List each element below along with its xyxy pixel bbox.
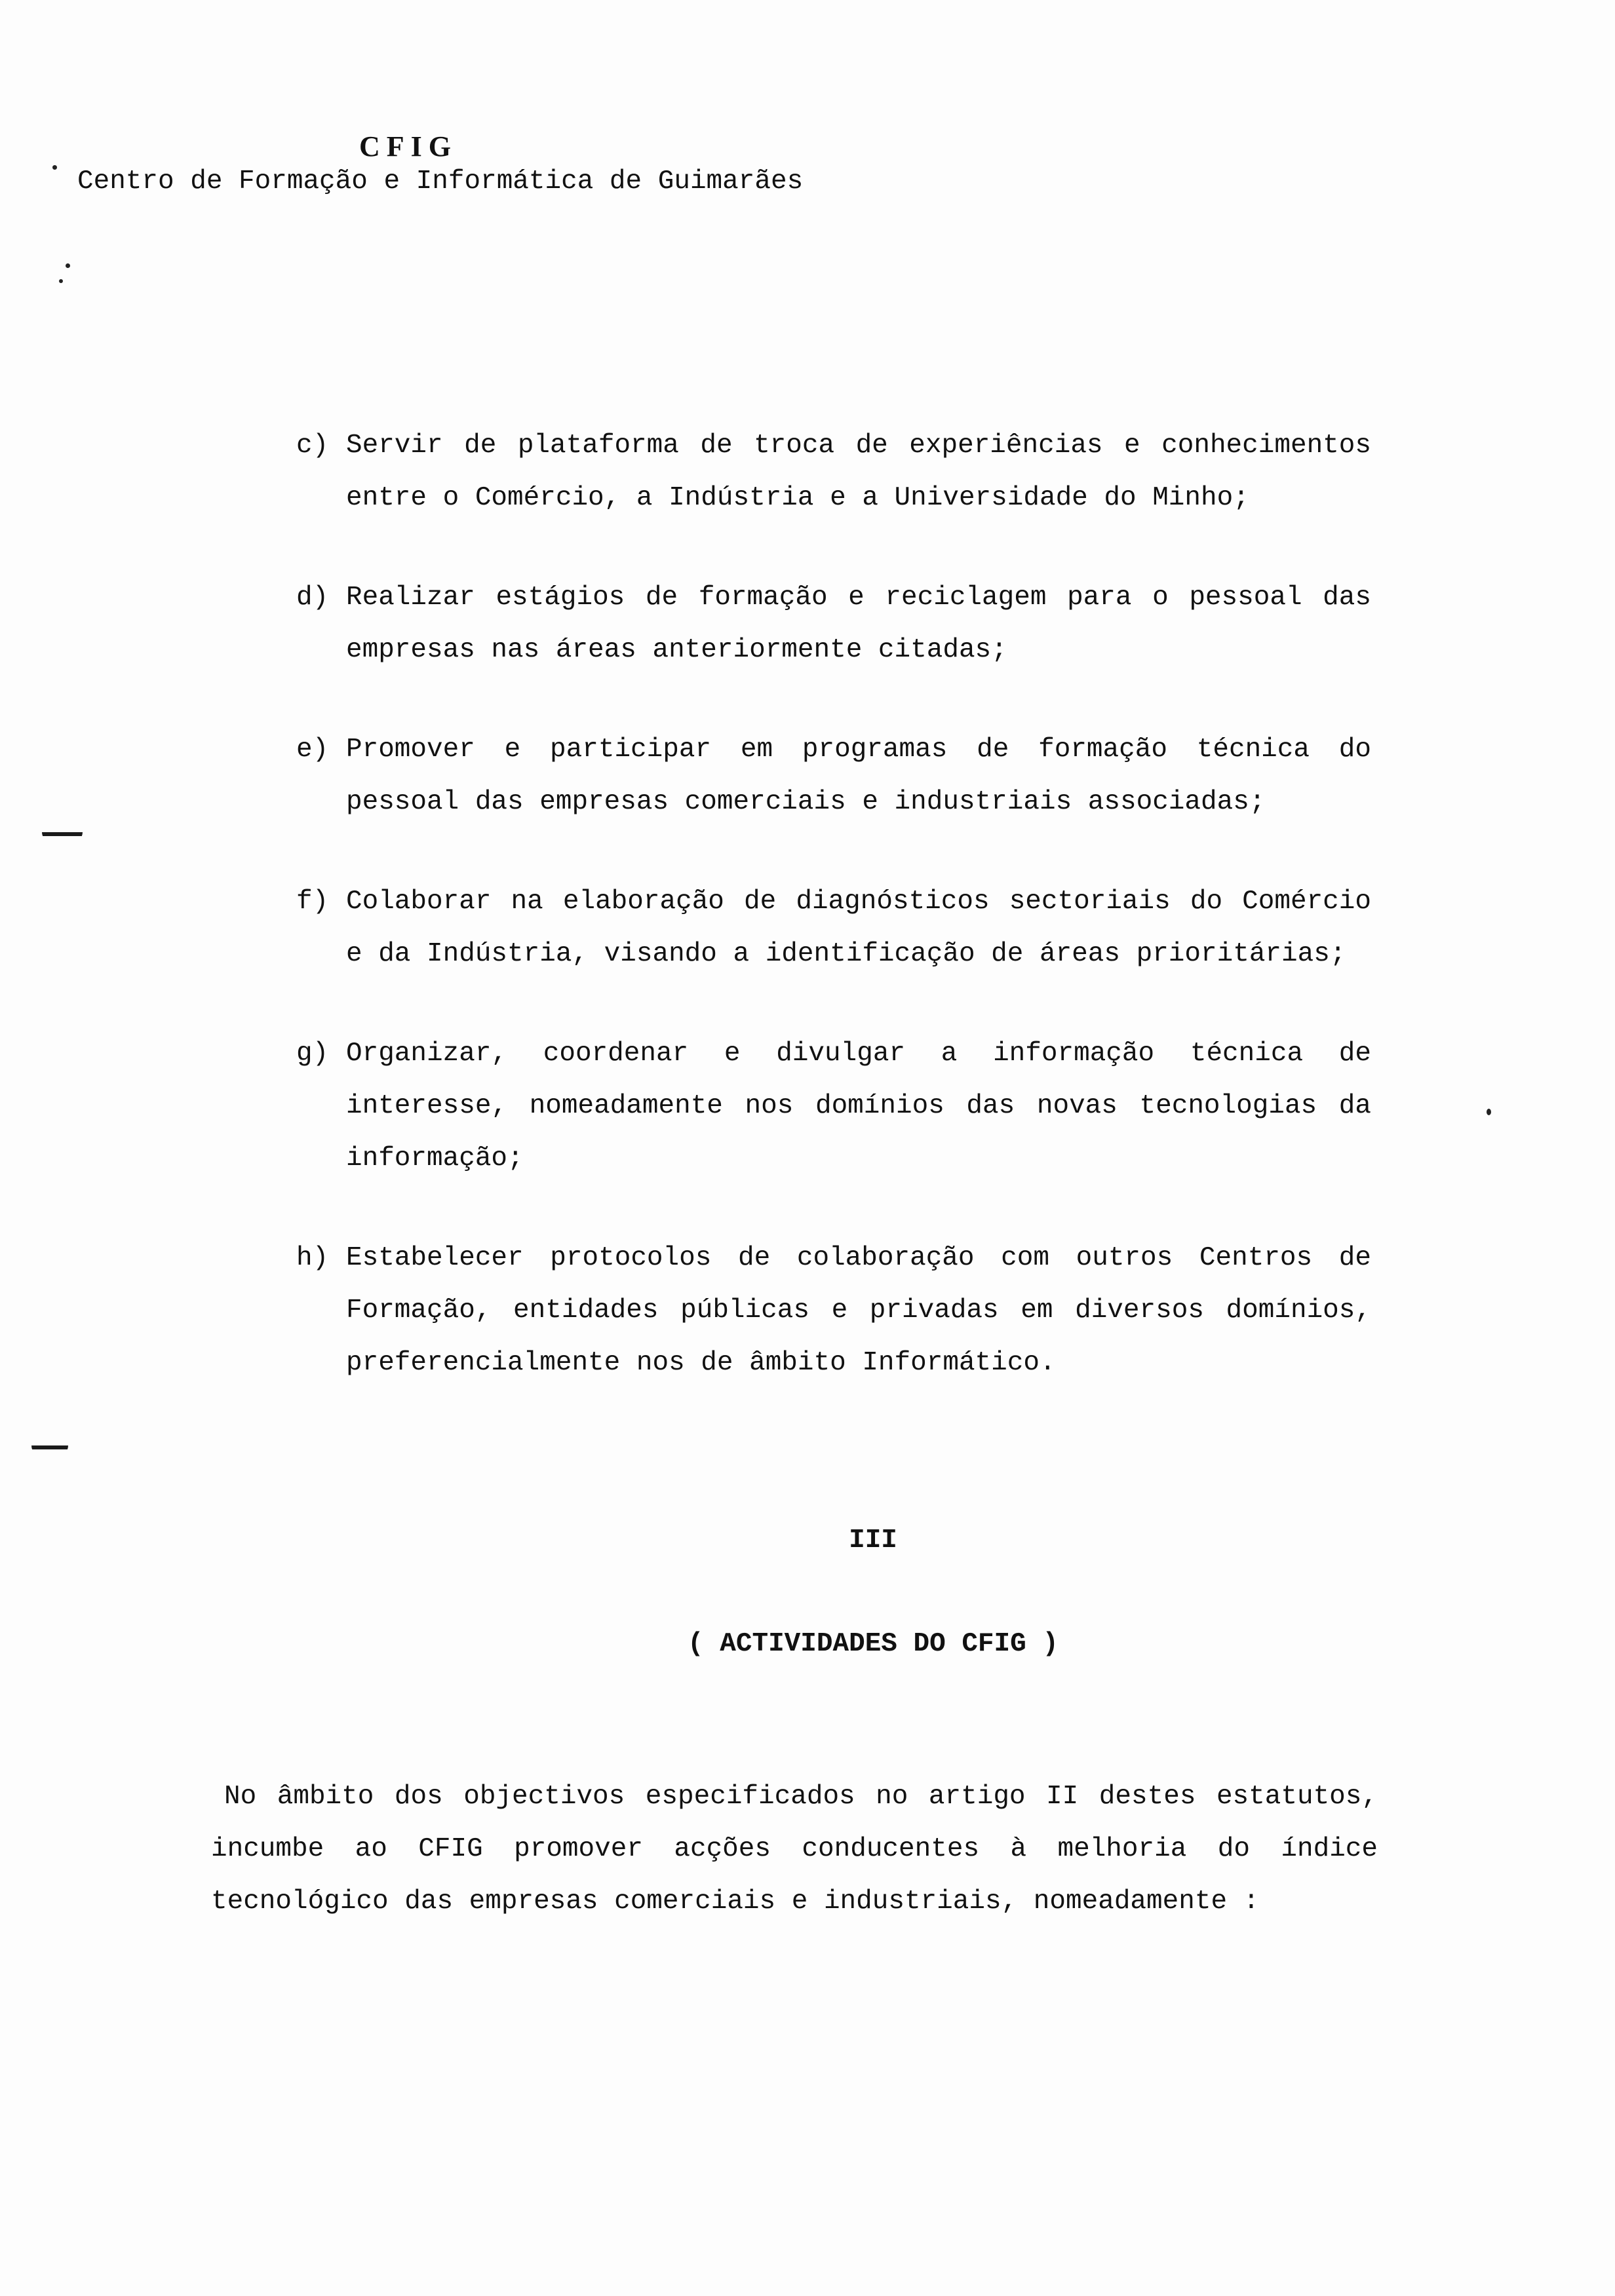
list-item-text: Organizar, coordenar e divulgar a informação técnica de interesse, nomeadamente nos domínios das novas tecnologias da informação; <box>346 1039 1371 1174</box>
organization-acronym: CFIG <box>359 130 457 163</box>
list-item-text: Servir de plataforma de troca de experiências e conhecimentos entre o Comércio, a Indústria e a Universidade do Minho; <box>346 430 1371 513</box>
list-item <box>296 1027 1371 1185</box>
list-item-marker: h) <box>296 1243 329 1273</box>
list-item-text: Realizar estágios de formação e reciclagem para o pessoal das empresas nas áreas anteriormente citadas; <box>346 583 1371 665</box>
scan-smudge <box>42 832 83 843</box>
objectives-list <box>296 419 1371 1389</box>
list-item-text: Estabelecer protocolos de colaboração com outros Centros de Formação, entidades públicas e privadas em diversos domínios, preferencialmente nos de âmbito Informático. <box>346 1243 1371 1378</box>
list-item <box>296 1232 1371 1389</box>
list-item-marker: f) <box>296 887 329 917</box>
organization-name: Centro de Formação e Informática de Guimarães <box>77 166 804 197</box>
list-item <box>296 419 1371 524</box>
list-item-marker: d) <box>296 583 329 613</box>
scan-dot <box>1487 1109 1491 1115</box>
list-item-marker: g) <box>296 1039 329 1069</box>
scan-dot <box>66 263 70 268</box>
list-item <box>296 875 1371 980</box>
list-item-text: Promover e participar em programas de formação técnica do pessoal das empresas comerciais e industriais associadas; <box>346 735 1371 817</box>
scan-dot <box>59 279 63 283</box>
section-title: ( ACTIVIDADES DO CFIG ) <box>688 1629 1059 1659</box>
list-item <box>296 571 1371 676</box>
section-number: III <box>849 1525 897 1556</box>
scan-dot <box>52 165 57 170</box>
list-item-text: Colaborar na elaboração de diagnósticos sectoriais do Comércio e da Indústria, visando a identificação de áreas prioritárias; <box>346 887 1371 969</box>
section-intro-paragraph: No âmbito dos objectivos especificados no artigo II destes estatutos, incumbe ao CFIG promover acções conducentes à melhoria do índice tecnológico das empresas comerciais e industriais, nomeadamente : <box>211 1782 1378 1917</box>
list-item <box>296 723 1371 828</box>
list-item-marker: c) <box>296 430 329 461</box>
list-item-marker: e) <box>296 735 329 765</box>
scan-smudge <box>31 1445 68 1457</box>
